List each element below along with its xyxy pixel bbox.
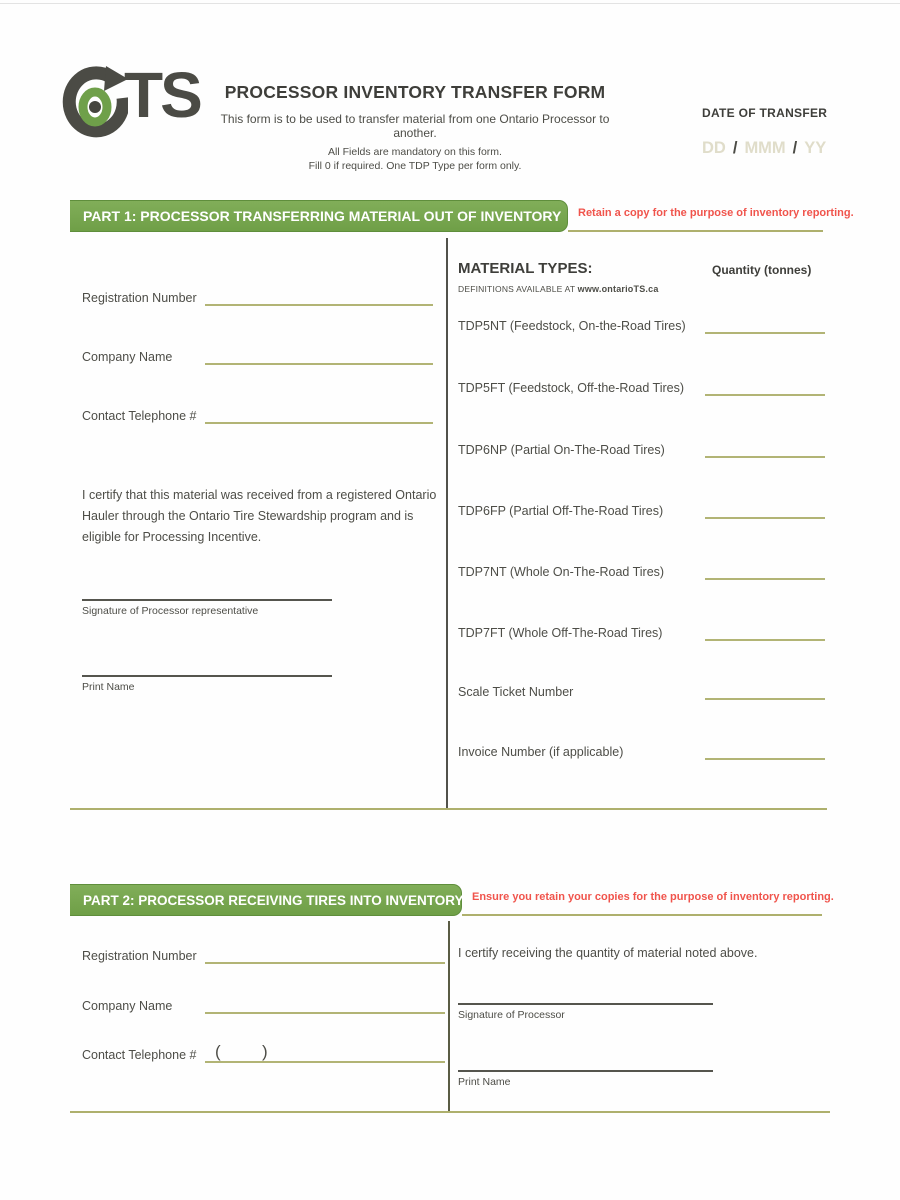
print-name-line-part2[interactable] [458,1070,713,1072]
material-label-tdp5nt: TDP5NT (Feedstock, On-the-Road Tires) [458,319,686,333]
material-row [458,743,828,761]
signature-label: Signature of Processor representative [82,605,259,617]
part1-certification-text: I certify that this material was received from a registered Ontario Hauler through the Ontario Tire Stewardship program and is eligible for Processing Incentive. [82,488,437,544]
recycling-arrow-o-icon [62,64,128,148]
field-row [82,289,197,307]
scale-ticket-input-line[interactable] [705,698,825,700]
scan-edge-line [0,3,900,4]
quantity-input-line[interactable] [705,639,825,641]
phone-close-paren: ) [262,1042,268,1061]
material-types-heading: MATERIAL TYPES: [458,260,593,277]
part2-column-divider [448,921,450,1111]
date-yy-placeholder[interactable]: YY [804,139,827,157]
registration-number-input-line-part2[interactable] [205,962,445,964]
part2-bottom-rule [70,1111,830,1113]
quantity-input-line[interactable] [705,517,825,519]
field-row [82,348,172,366]
header-title-block [200,82,630,172]
part1-bottom-rule [70,808,827,810]
quantity-tonnes-heading: Quantity (tonnes) [712,263,812,277]
part1-header-rule [568,230,823,232]
date-separator: / [792,139,798,157]
material-row [458,624,828,642]
field-row [82,997,172,1015]
quantity-input-line[interactable] [705,456,825,458]
print-name-line[interactable] [82,675,332,677]
part2-header-bar: PART 2: PROCESSOR RECEIVING TIRES INTO INVENTORY [70,884,462,916]
invoice-number-input-line[interactable] [705,758,825,760]
ots-logo [62,59,202,148]
logo-letters: TS [124,59,200,131]
scale-ticket-number-label: Scale Ticket Number [458,685,574,699]
material-label-tdp6fp: TDP6FP (Partial Off-The-Road Tires) [458,504,664,518]
material-row [458,441,828,459]
material-label-tdp7nt: TDP7NT (Whole On-The-Road Tires) [458,565,665,579]
signature-line-part2[interactable] [458,1003,713,1005]
company-name-label: Company Name [82,350,173,364]
material-row [458,502,828,520]
registration-number-input-line[interactable] [205,304,433,306]
company-name-label-part2: Company Name [82,999,173,1013]
print-name-label: Print Name [82,681,135,693]
fill-note: Fill 0 if required. One TDP Type per form only. [308,160,522,172]
date-separator: / [732,139,738,157]
contact-telephone-input-line[interactable] [205,422,433,424]
signature-line[interactable] [82,599,332,601]
date-mmm-placeholder[interactable]: MMM [744,139,786,157]
page-title: PROCESSOR INVENTORY TRANSFER FORM [224,82,606,102]
signature-label-part2: Signature of Processor [458,1009,565,1021]
date-of-transfer-label: DATE OF TRANSFER [702,106,828,120]
registration-number-label: Registration Number [82,291,197,305]
part2-header-rule [462,914,822,916]
definitions-prefix: DEFINITIONS AVAILABLE AT [458,284,578,294]
quantity-input-line[interactable] [705,332,825,334]
contact-telephone-label-part2: Contact Telephone # [82,1048,197,1062]
mandatory-note: All Fields are mandatory on this form. [328,146,502,158]
contact-telephone-label: Contact Telephone # [82,409,197,423]
quantity-input-line[interactable] [705,394,825,396]
phone-open-paren: ( [215,1042,221,1061]
material-label-tdp6np: TDP6NP (Partial On-The-Road Tires) [458,443,665,457]
material-row [458,563,828,581]
field-row [82,947,197,965]
date-of-transfer-field[interactable] [702,139,892,158]
contact-telephone-input-line-part2[interactable] [205,1061,445,1063]
quantity-input-line[interactable] [705,578,825,580]
field-row [82,407,196,425]
date-of-transfer-block [702,106,892,158]
invoice-number-label: Invoice Number (if applicable) [458,745,624,759]
print-name-label-part2: Print Name [458,1076,511,1088]
part2-certification-text: I certify receiving the quantity of material noted above. [458,946,758,960]
company-name-input-line-part2[interactable] [205,1012,445,1014]
material-row [458,379,828,397]
material-row [458,317,828,335]
definitions-note [458,284,659,294]
field-row [82,1042,268,1064]
part2-red-note: Ensure you retain your copies for the purpose of inventory reporting. [472,891,834,903]
material-label-tdp7ft: TDP7FT (Whole Off-The-Road Tires) [458,626,663,640]
form-description: This form is to be used to transfer material from one Ontario Processor to another. [220,112,610,140]
part1-red-note: Retain a copy for the purpose of inventory reporting. [578,207,854,219]
company-name-input-line[interactable] [205,363,433,365]
date-dd-placeholder[interactable]: DD [702,139,726,157]
registration-number-label-part2: Registration Number [82,949,197,963]
ontariots-link[interactable]: www.ontarioTS.ca [577,284,659,294]
material-row [458,683,828,701]
material-label-tdp5ft: TDP5FT (Feedstock, Off-the-Road Tires) [458,381,684,395]
part1-header-bar: PART 1: PROCESSOR TRANSFERRING MATERIAL OUT OF INVENTORY [70,200,568,232]
